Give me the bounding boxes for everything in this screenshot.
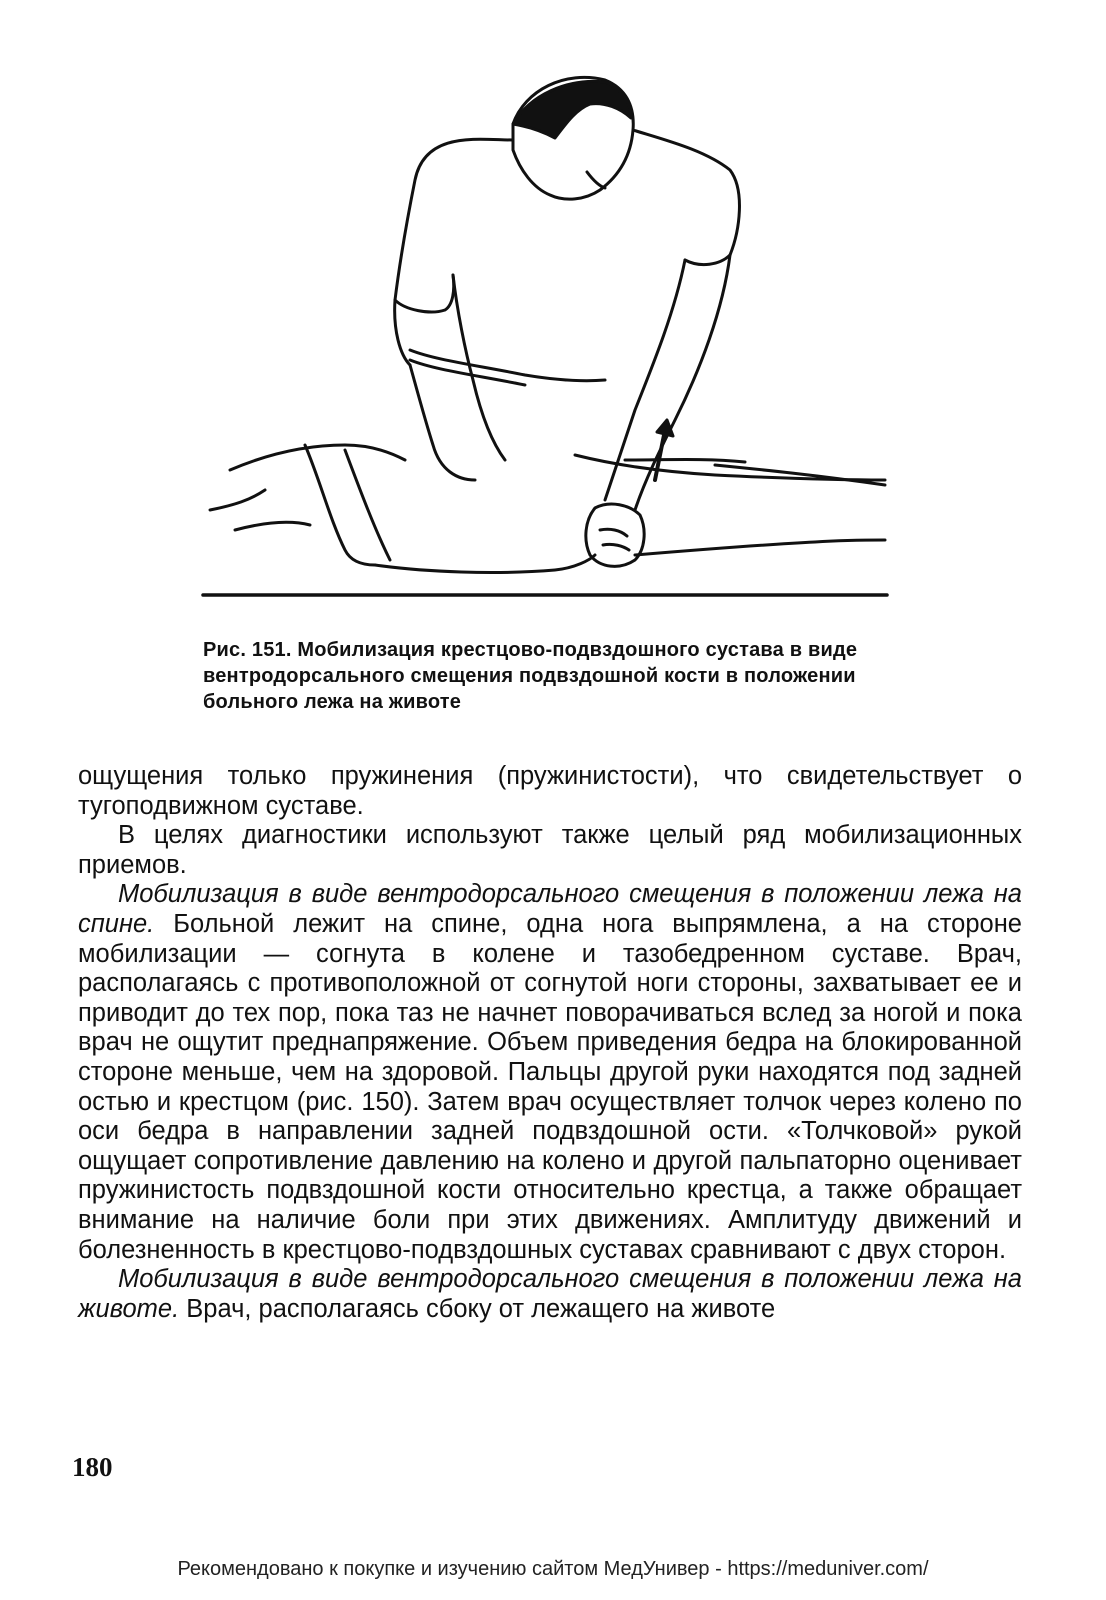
paragraph-2-text: В целях диагностики используют также целый ряд мобилизационных приемов. bbox=[78, 821, 1022, 879]
figure-caption: Рис. 151. Мобилизация крестцово-подвздошного сустава в виде вентродорсального смещения подвздошной кости в положении больного лежа на животе bbox=[203, 639, 858, 713]
paragraph-4-text: Врач, располагаясь сбоку от лежащего на животе bbox=[179, 1294, 776, 1323]
paragraph-1 bbox=[78, 762, 1022, 821]
paragraph-3 bbox=[78, 880, 1022, 1265]
paragraph-4-italic: Мобилизация в виде вентродорсального смещения в положении лежа на животе. bbox=[78, 1265, 1022, 1323]
footer-note: Рекомендовано к покупке и изучению сайтом МедУнивер - https://meduniver.com/ bbox=[177, 1558, 929, 1580]
mobilization-illustration-icon bbox=[195, 60, 895, 620]
paragraph-3-text: Больной лежит на спине, одна нога выпрямлена, а на стороне мобилизации — согнута в колене и тазобедренном суставе. Врач, располагаясь с противоположной от согнутой ноги стороны, захватывает ее и приводит до тех пор, пока таз не начнет поворачиваться вслед за ногой и пока врач не ощутит преднапряжение. Объем приведения бедра на блокированной стороне меньше, чем на здоровой. Пальцы другой руки находятся под задней остью и крестцом (рис. 150). Затем врач осуществляет толчок через колено по оси бедра в направлении задней подвздошной ости. «Толчковой» рукой ощущает сопротивление давлению на колено и другой пальпаторно оценивает пружинистость подвздошной кости относительно крестца, а также обращает внимание на наличие боли при этих движениях. Амплитуду движений и болезненность в крестцово-подвздошных суставах сравнивают с двух сторон. bbox=[78, 909, 1022, 1264]
paragraph-3-italic: Мобилизация в виде вентродорсального смещения в положении лежа на спине. bbox=[78, 880, 1022, 938]
paragraph-1-text: ощущения только пружинения (пружинистости), что свидетельствует о тугоподвижном суставе. bbox=[78, 762, 1022, 820]
paragraph-2 bbox=[78, 821, 1022, 880]
figure-illustration bbox=[195, 60, 895, 620]
body-text bbox=[78, 762, 1022, 1324]
page-number: 180 bbox=[72, 1452, 113, 1482]
paragraph-4 bbox=[78, 1265, 1022, 1324]
